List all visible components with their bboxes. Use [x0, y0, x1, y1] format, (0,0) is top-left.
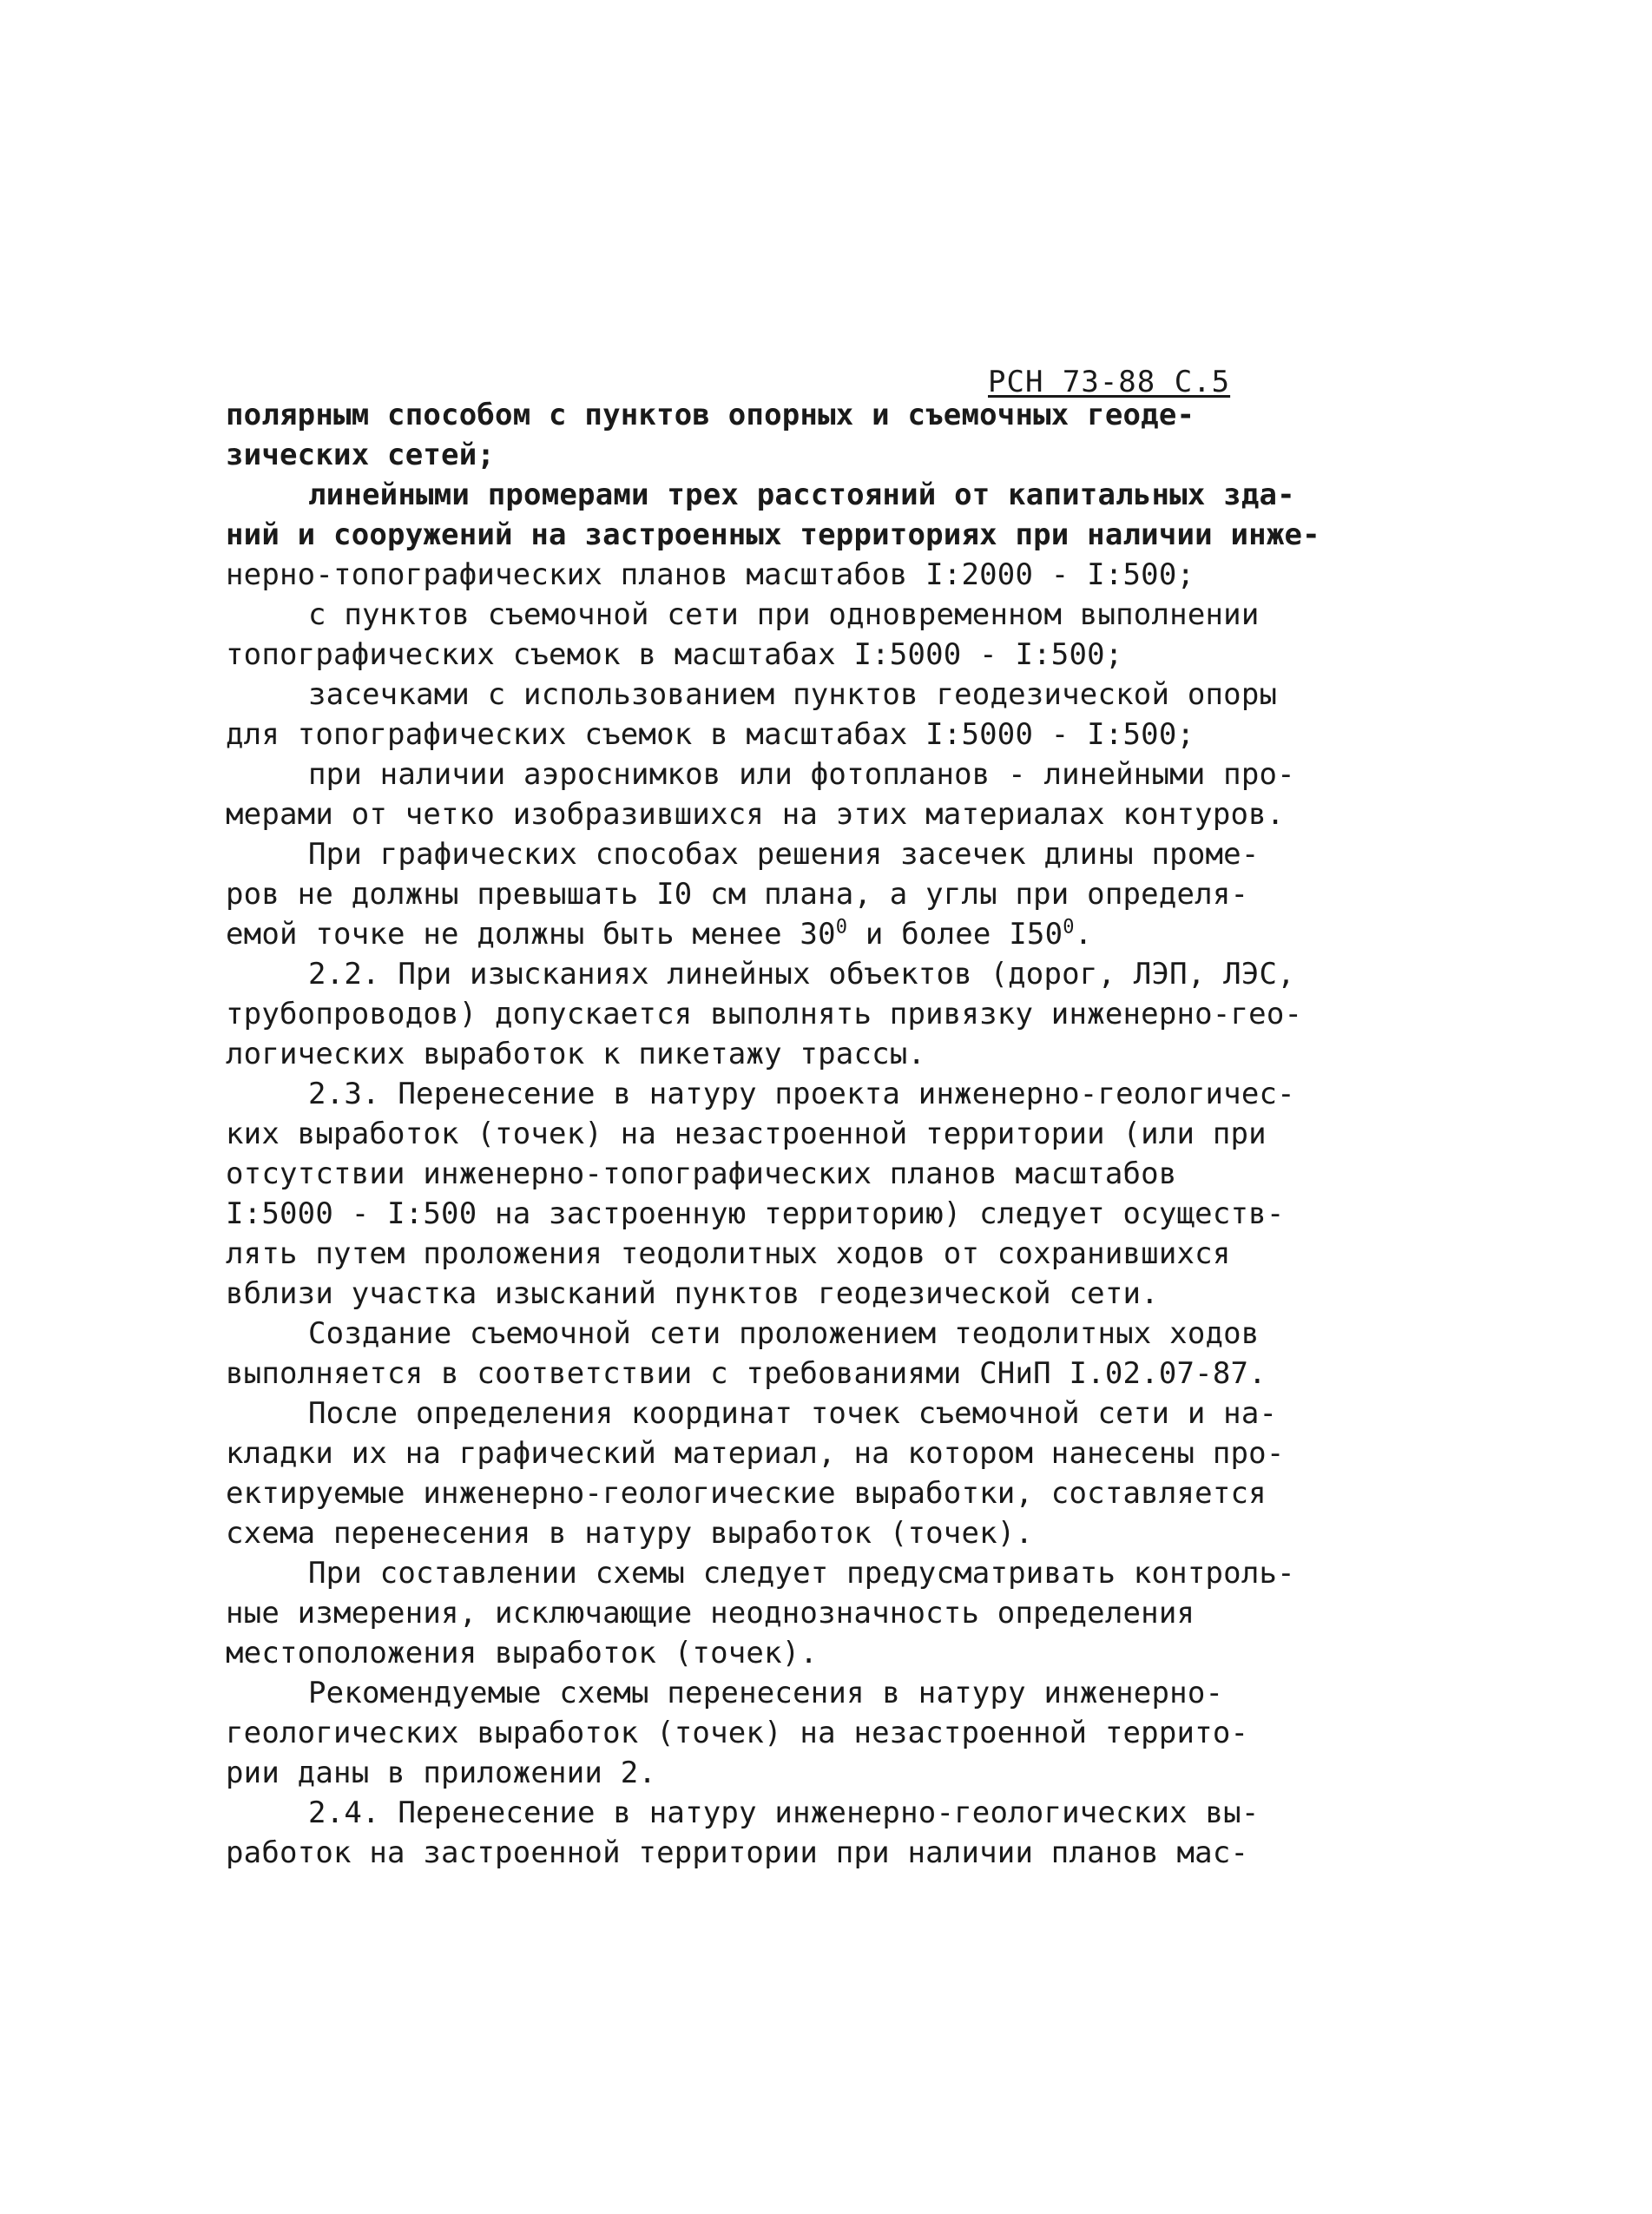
text-line: лять путем проложения теодолитных ходов от сохранившихся — [226, 1236, 1231, 1271]
text-line: местоположения выработок (точек). — [226, 1636, 819, 1670]
text-line: геологических выработок (точек) на незастроенной террито- — [226, 1716, 1249, 1750]
text-line: зических сетей; — [226, 438, 496, 472]
text-line: полярным способом с пунктов опорных и съемочных геоде- — [226, 398, 1195, 432]
text-line-angles — [226, 914, 1092, 954]
angle-line-end: . — [1074, 917, 1093, 952]
text-line: ектируемые инженерно-геологические выработки, составляется — [226, 1476, 1267, 1511]
text-line: топографических съемок в масштабах I:5000 - I:500; — [226, 637, 1123, 672]
text-line: для топографических съемок в масштабах I:5000 - I:500; — [226, 717, 1195, 752]
text-line: ний и сооружений на застроенных территориях при наличии инже- — [226, 517, 1320, 552]
text-line: 2.3. Перенесение в натуру проекта инженерно-геологичес- — [308, 1077, 1295, 1111]
angle-line-start: емой точке не должны быть менее 30 — [226, 917, 836, 952]
text-line: Рекомендуемые схемы перенесения в натуру инженерно- — [308, 1676, 1224, 1710]
text-line: с пунктов съемочной сети при одновременном выполнении — [308, 597, 1260, 632]
text-line: При составлении схемы следует предусматривать контроль- — [308, 1556, 1295, 1591]
text-line: выполняется в соответствии с требованиями СНиП I.02.07-87. — [226, 1356, 1267, 1391]
text-line: работок на застроенной территории при наличии планов мас- — [226, 1835, 1249, 1870]
text-line: линейными промерами трех расстояний от капитальных зда- — [308, 478, 1295, 512]
text-line: При графических способах решения засечек длины проме- — [308, 837, 1260, 872]
text-line: После определения координат точек съемочной сети и на- — [308, 1396, 1278, 1431]
text-line: I:5000 - I:500 на застроенную территорию) следует осуществ- — [226, 1196, 1285, 1231]
degree-mark-30: 0 — [835, 916, 848, 939]
text-line: трубопроводов) допускается выполнять привязку инженерно-гео- — [226, 997, 1303, 1031]
text-line: при наличии аэроснимков или фотопланов - линейными про- — [308, 757, 1295, 792]
text-line: отсутствии инженерно-топографических планов масштабов — [226, 1156, 1177, 1191]
text-line: вблизи участка изысканий пунктов геодезической сети. — [226, 1276, 1159, 1311]
text-line: логических выработок к пикетажу трассы. — [226, 1037, 926, 1071]
text-line: мерами от четко изобразившихся на этих материалах контуров. — [226, 797, 1285, 832]
degree-mark-150: 0 — [1063, 916, 1075, 939]
text-line: рии даны в приложении 2. — [226, 1756, 657, 1790]
text-line: нерно-топографических планов масштабов I:2000 - I:500; — [226, 557, 1195, 592]
text-line: 2.4. Перенесение в натуру инженерно-геологических вы- — [308, 1796, 1260, 1830]
text-line: засечками с использованием пунктов геодезической опоры — [308, 677, 1278, 712]
text-line: ные измерения, исключающие неоднозначность определения — [226, 1596, 1195, 1631]
angle-line-mid: и более I50 — [847, 917, 1063, 952]
text-line: 2.2. При изысканиях линейных объектов (дорог, ЛЭП, ЛЭС, — [308, 957, 1295, 992]
text-line: кладки их на графический материал, на котором нанесены про- — [226, 1436, 1285, 1471]
text-line: ких выработок (точек) на незастроенной территории (или при — [226, 1117, 1267, 1151]
text-line: ров не должны превышать I0 см плана, а углы при определя- — [226, 877, 1249, 912]
text-line: Создание съемочной сети проложением теодолитных ходов — [308, 1316, 1260, 1351]
text-line: схема перенесения в натуру выработок (точек). — [226, 1516, 1034, 1551]
document-header-code: РСН 73-88 С.5 — [988, 365, 1231, 399]
